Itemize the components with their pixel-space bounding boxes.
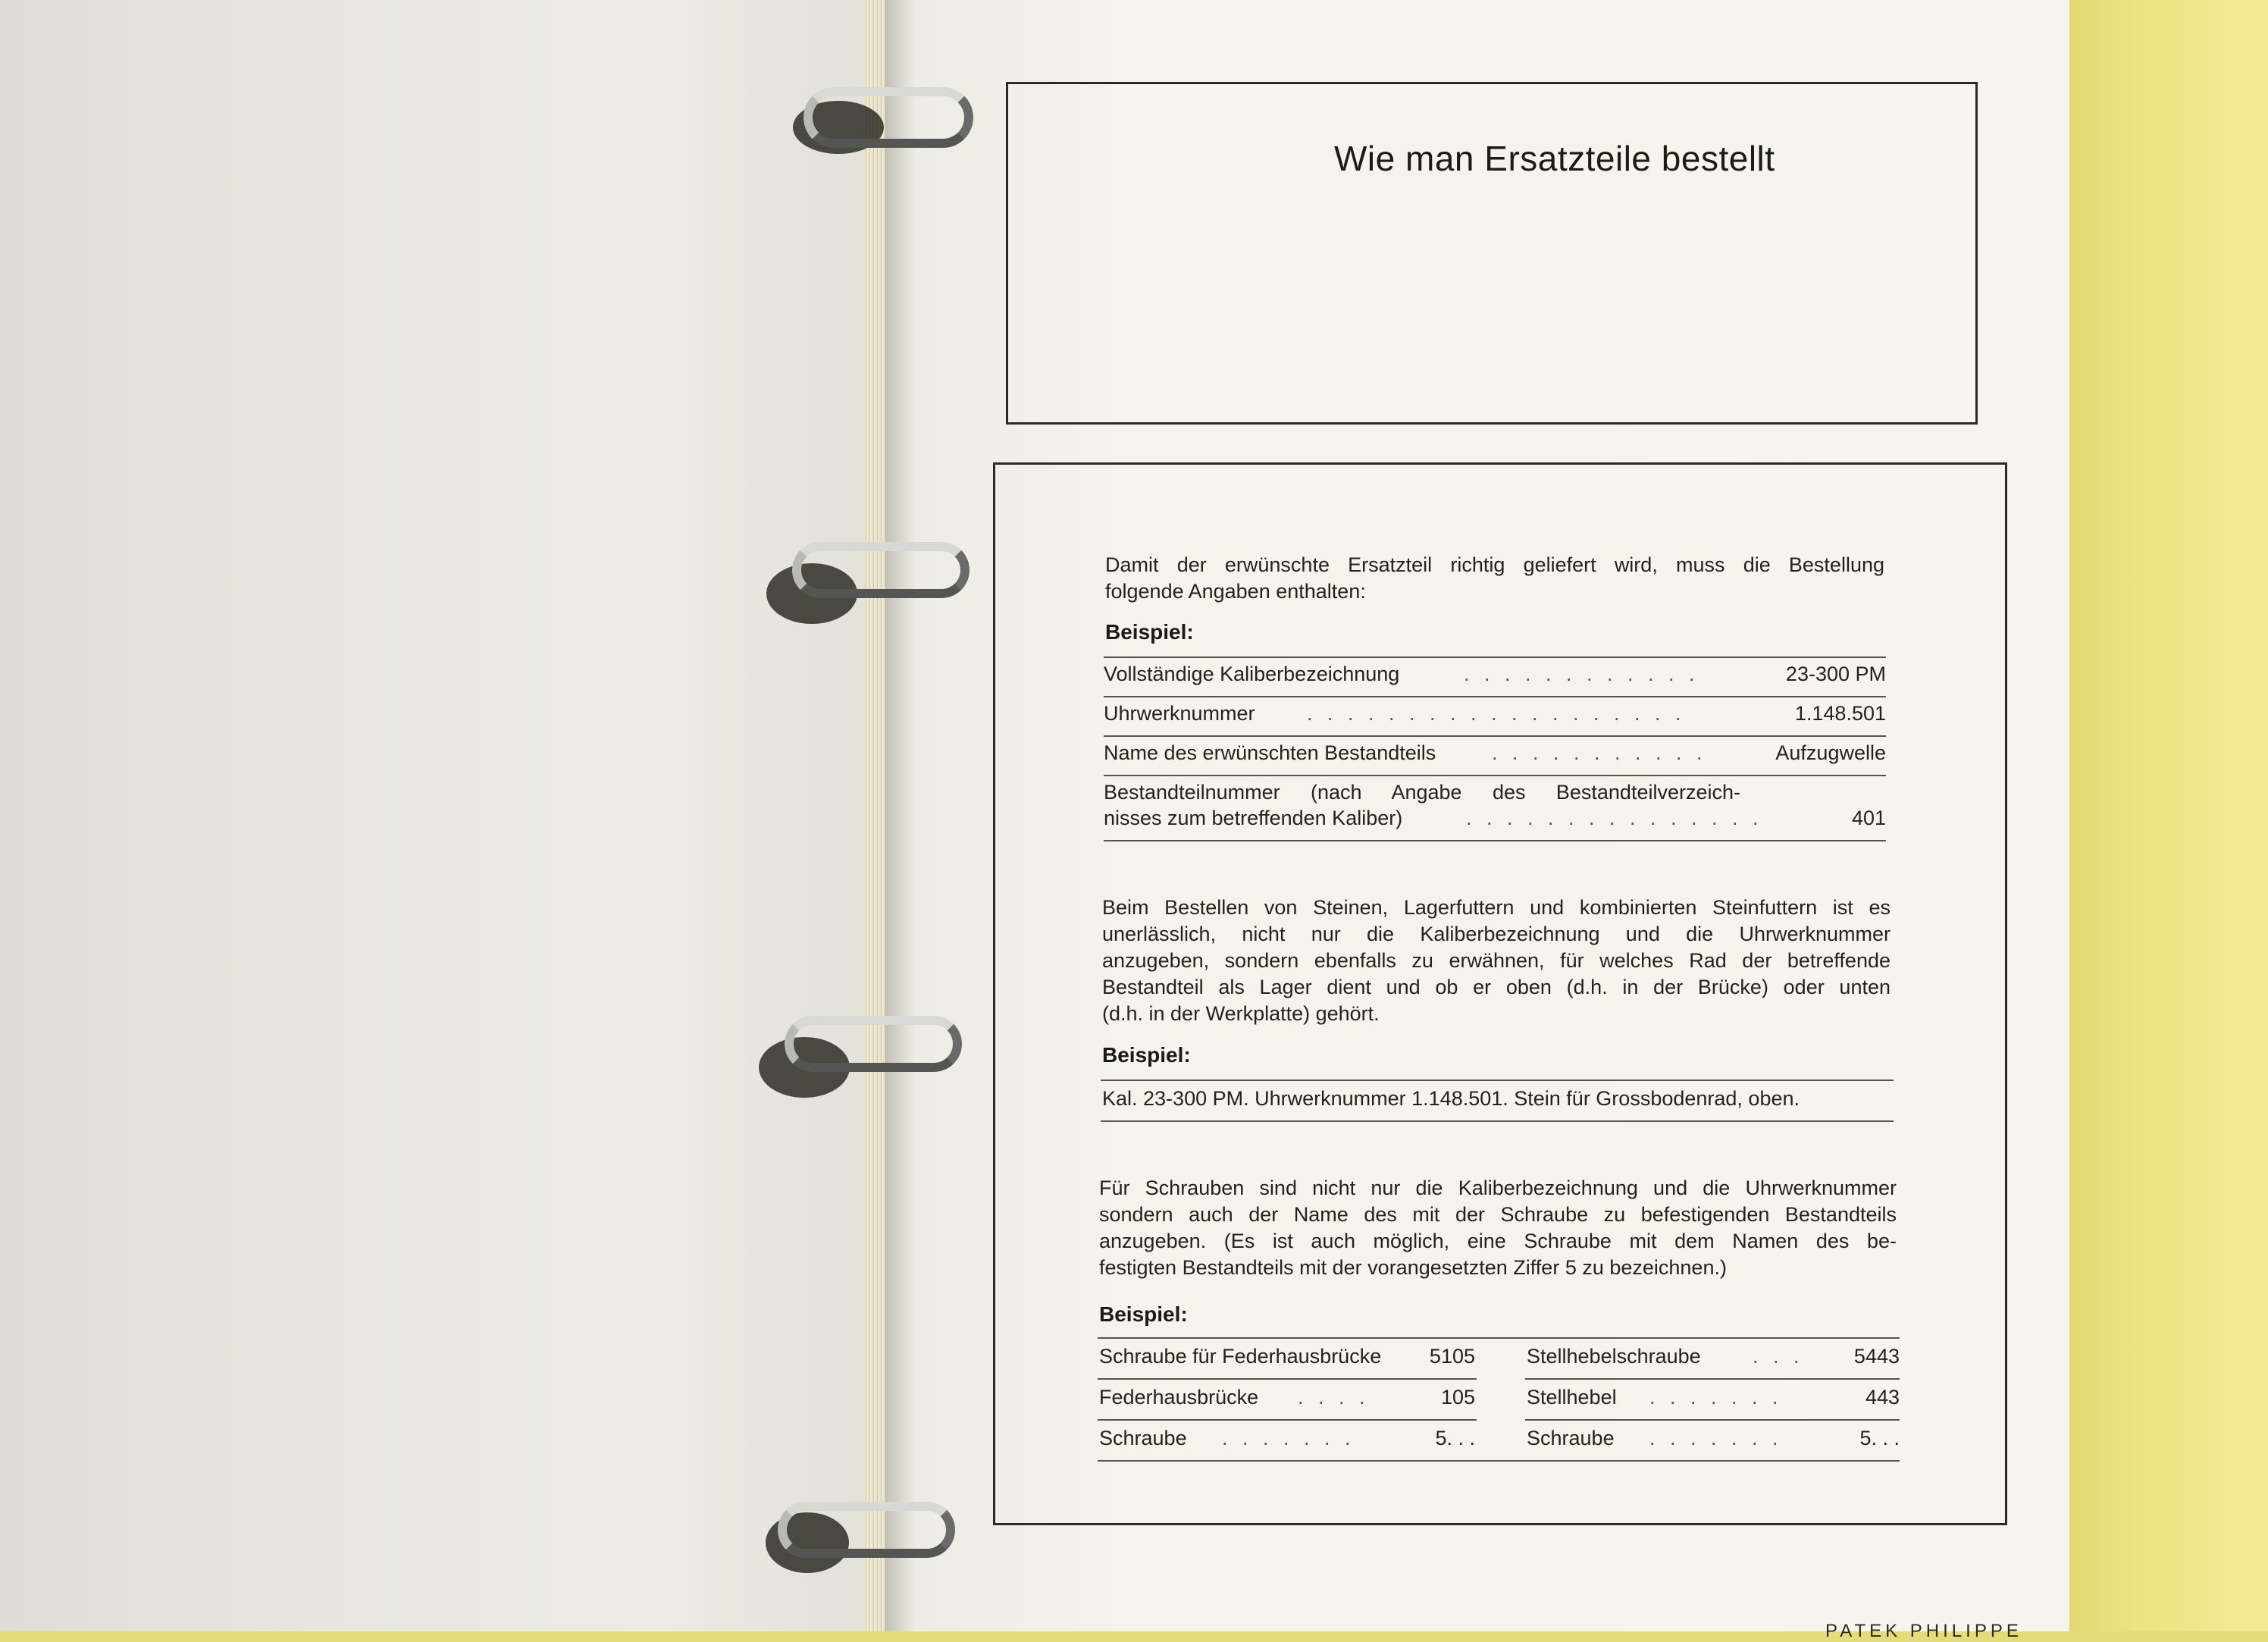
- binder-ring-2: [762, 534, 963, 633]
- leader-dots: . . . . . . . . . . .: [1492, 741, 1707, 764]
- example-label-2: Beispiel:: [1102, 1043, 1191, 1067]
- spec-row-movement-number: [1104, 702, 1886, 732]
- spec-label: Bestandteilnummer (nach Angabe des Bestandteilverzeich-: [1104, 781, 1740, 804]
- example-label-1: Beispiel:: [1105, 620, 1194, 644]
- paragraph-line: Beim Bestellen von Steinen, Lagerfuttern und kombinierten Steinfuttern ist es: [1102, 896, 1891, 919]
- leader-dots: . . . . . . . . . . . . . . .: [1466, 807, 1763, 829]
- spec-label: Vollständige Kaliberbezeichnung: [1104, 663, 1400, 685]
- gutter-shadow: [885, 0, 916, 1631]
- paragraph-line: Bestandteil als Lager dient und ob er oben (d.h. in der Brücke) oder unten: [1102, 976, 1891, 998]
- screw-value: 443: [1865, 1386, 1900, 1409]
- desk-surface: [2062, 0, 2268, 1631]
- screw-value: 5443: [1853, 1345, 1900, 1368]
- ring-metal: [792, 542, 970, 598]
- paragraph-line: anzugeben, sondern ebenfalls zu erwähnen, für welches Rad der betreffende: [1102, 949, 1891, 972]
- screw-table-left-row: [1099, 1345, 1478, 1375]
- ring-metal: [785, 1016, 962, 1072]
- spec-value: 401: [1851, 807, 1886, 829]
- rule: [1098, 1460, 1900, 1462]
- ring-metal: [778, 1502, 955, 1558]
- leader-dots: . . .: [1753, 1345, 1804, 1368]
- example-label-3: Beispiel:: [1099, 1302, 1188, 1326]
- leader-dots: . . . . . . .: [1222, 1427, 1355, 1449]
- screw-value: 5. . .: [1435, 1427, 1475, 1449]
- leader-dots: . . . .: [1298, 1386, 1370, 1409]
- binder-ring-3: [754, 1008, 959, 1107]
- rule: [1525, 1419, 1900, 1421]
- screw-table-right-row: [1527, 1345, 1900, 1375]
- screws-paragraph: [1099, 1175, 1897, 1281]
- spec-row-caliber: [1104, 663, 1886, 693]
- screw-label: Schraube für Federhausbrücke: [1099, 1345, 1382, 1368]
- leader-dots: . . . . . . .: [1649, 1427, 1783, 1449]
- screw-value: 5105: [1429, 1345, 1475, 1368]
- screw-label: Federhausbrücke: [1099, 1386, 1259, 1409]
- screw-label: Schraube: [1527, 1427, 1615, 1449]
- leader-dots: . . . . . . . . . . . .: [1464, 663, 1699, 685]
- spec-value: 1.148.501: [1794, 702, 1886, 725]
- brand-footer: PATEK PHILIPPE: [1825, 1621, 2022, 1641]
- rule: [1525, 1378, 1900, 1380]
- jewels-example-row: Kal. 23-300 PM. Uhrwerknummer 1.148.501. Stein für Grossbodenrad, oben.: [1102, 1087, 1800, 1110]
- screw-table-right-row: [1527, 1427, 1900, 1457]
- spec-label: nisses zum betreffenden Kaliber): [1104, 807, 1403, 829]
- spec-row-part-name: [1104, 741, 1886, 772]
- rule: [1104, 656, 1886, 658]
- screw-label: Stellhebelschraube: [1527, 1345, 1701, 1368]
- page-title: Wie man Ersatzteile bestellt: [1334, 139, 1775, 178]
- left-blank-page: [0, 0, 879, 1631]
- rule: [1098, 1378, 1477, 1380]
- rule: [1104, 775, 1886, 776]
- rule: [1101, 1120, 1894, 1122]
- intro-paragraph: [1105, 552, 1884, 605]
- spec-value: Aufzugwelle: [1775, 741, 1886, 764]
- rule: [1104, 840, 1886, 841]
- paragraph-line: festigten Bestandteils mit der vorangesetzten Ziffer 5 zu bezeichnen.): [1099, 1256, 1727, 1279]
- screw-table-left-row: [1099, 1427, 1478, 1457]
- paragraph-line: unerlässlich, nicht nur die Kaliberbezeichnung und die Uhrwerknummer: [1102, 923, 1891, 945]
- leader-dots: . . . . . . . . . . . . . . . . . . .: [1307, 702, 1686, 725]
- screw-value: 5. . .: [1859, 1427, 1900, 1449]
- page-edges: [864, 0, 887, 1631]
- rule: [1104, 735, 1886, 737]
- paragraph-line: (d.h. in der Werkplatte) gehört.: [1102, 1002, 1380, 1025]
- screw-value: 105: [1440, 1386, 1475, 1409]
- title-frame: [1006, 82, 1978, 425]
- paragraph-line: Damit der erwünschte Ersatzteil richtig geliefert wird, muss die Bestellung: [1105, 553, 1884, 576]
- paragraph-line: Für Schrauben sind nicht nur die Kaliberbezeichnung und die Uhrwerknummer: [1099, 1177, 1897, 1199]
- paragraph-line: folgende Angaben enthalten:: [1105, 580, 1366, 603]
- spec-row-part-number: [1104, 781, 1886, 835]
- rule: [1101, 1080, 1894, 1081]
- spec-value: 23-300 PM: [1785, 663, 1886, 685]
- screw-table-left-row: [1099, 1386, 1478, 1416]
- screw-table-right-row: [1527, 1386, 1900, 1416]
- paragraph-line: sondern auch der Name des mit der Schraube zu befestigenden Bestandteils: [1099, 1203, 1897, 1226]
- rule: [1098, 1419, 1477, 1421]
- binder-ring-4: [758, 1482, 955, 1581]
- spec-label: Uhrwerknummer: [1104, 702, 1255, 725]
- leader-dots: . . . . . . .: [1649, 1386, 1783, 1409]
- screw-label: Schraube: [1099, 1427, 1187, 1449]
- rule: [1098, 1337, 1900, 1339]
- spec-label: Name des erwünschten Bestandteils: [1104, 741, 1436, 764]
- screw-label: Stellhebel: [1527, 1386, 1617, 1409]
- paragraph-line: anzugeben. (Es ist auch möglich, eine Schraube mit dem Namen des be-: [1099, 1230, 1897, 1252]
- jewels-paragraph: [1102, 895, 1891, 1027]
- ring-metal: [804, 87, 973, 148]
- rule: [1104, 696, 1886, 697]
- binder-ring-1: [788, 80, 970, 163]
